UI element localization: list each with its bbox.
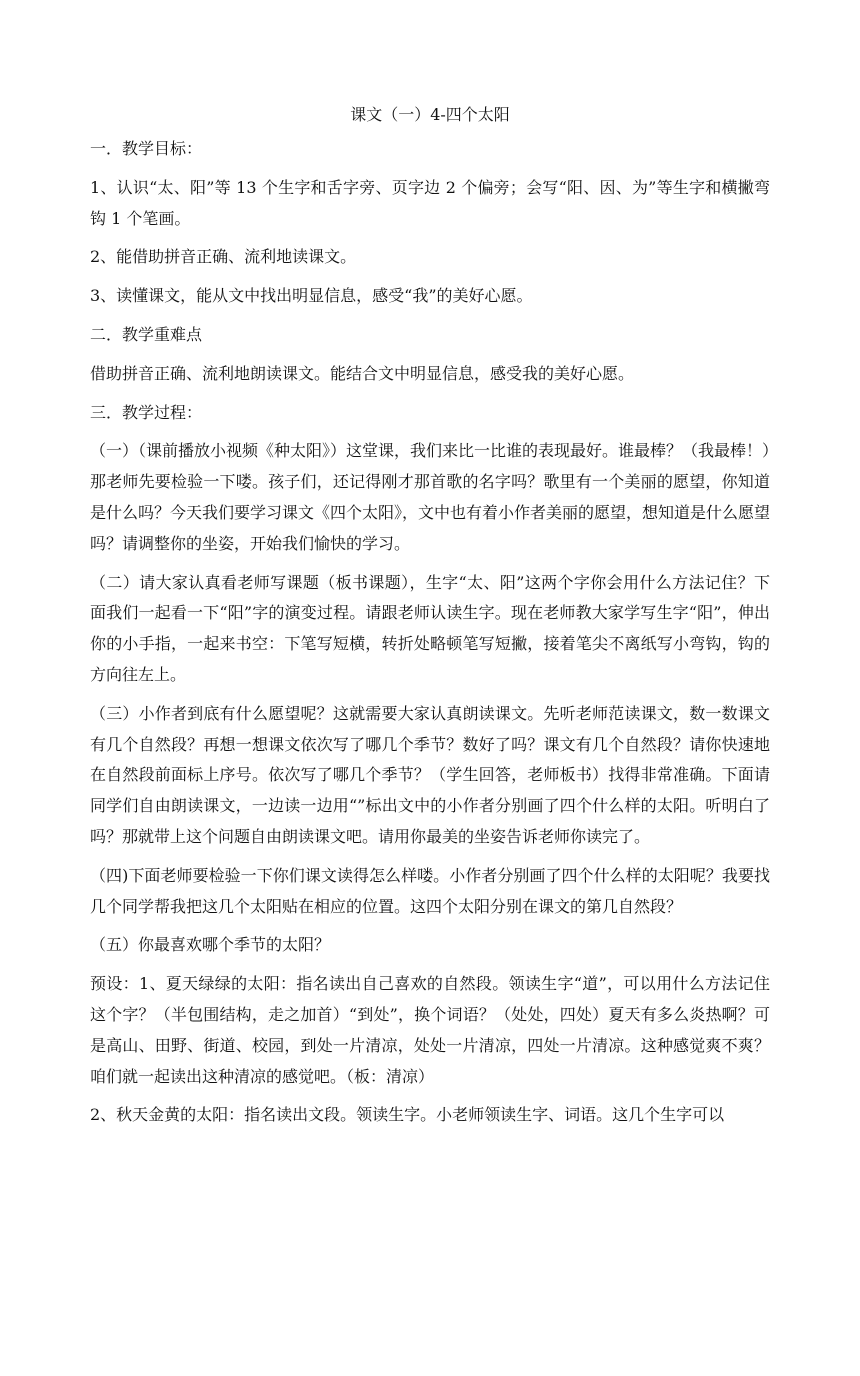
section-heading-teaching-goals: 一．教学目标： — [90, 139, 203, 158]
goal-item-2: 2、能借助拼音正确、流利地读课文。 — [90, 247, 357, 267]
preset-answer-2: 2、秋天金黄的太阳：指名读出文段。领读生字。小老师领读生字、词语。这几个生字可以 — [90, 1105, 725, 1125]
preset-answer-1: 预设：1、夏天绿绿的太阳：指名读出自己喜欢的自然段。领读生字“道”，可以用什么方法记住这个字？（半包围结构，走之加首）“到处”，换个词语？（处处，四处）夏天有多么炎热啊？可是高山、田野、街道、校园，到处一片清凉，处处一片清凉，四处一片清凉。这种感觉爽不爽？咱们就一起读出这种清凉的感觉吧。（板：清凉） — [90, 974, 770, 1086]
key-points-paragraph: 借助拼音正确、流利地朗读课文。能结合文中明显信息，感受我的美好心愿。 — [90, 363, 635, 383]
process-step-2: （二）请大家认真看老师写课题（板书课题），生字“太、阳”这两个字你会用什么方法记住？下面我们一起看一下“阳”字的演变过程。请跟老师认读生字。现在老师教大家学写生字“阳”，伸出你的小手指，一起来书空：下笔写短横，转折处略顿笔写短撇，接着笔尖不离纸写小弯钩，钩的方向往左上。 — [90, 572, 770, 684]
process-step-1: （一）（课前播放小视频《种太阳》）这堂课，我们来比一比谁的表现最好。谁最棒？（我最棒！）那老师先要检验一下喽。孩子们，还记得刚才那首歌的名字吗？歌里有一个美丽的愿望，你知道是什么吗？今天我们要学习课文《四个太阳》，文中也有着小作者美丽的愿望，想知道是什么愿望吗？请调整你的坐姿，开始我们愉快的学习。 — [90, 441, 771, 553]
section-heading-teaching-process: 三．教学过程： — [90, 402, 203, 422]
process-step-3: （三）小作者到底有什么愿望呢？这就需要大家认真朗读课文。先听老师范读课文，数一数课文有几个自然段？再想一想课文依次写了哪几个季节？数好了吗？课文有几个自然段？请你快速地在自然段前面标上序号。依次写了哪几个季节？（学生回答，老师板书）找得非常准确。下面请同学们自由朗读课文，一边读一边用“”标出文中的小作者分别画了四个什么样的太阳。听明白了吗？那就带上这个问题自由朗读课文吧。请用你最美的坐姿告诉老师你读完了。 — [90, 703, 770, 846]
goal-item-3: 3、读懂课文，能从文中找出明显信息，感受“我”的美好心愿。 — [90, 286, 533, 306]
document-body — [90, 100, 770, 1139]
goal-item-1: 1、认识“太、阳”等 13 个生字和舌字旁、页字边 2 个偏旁；会写“阳、因、为”等生字和横撇弯钩 1 个笔画。 — [90, 177, 770, 228]
process-step-5: （五）你最喜欢哪个季节的太阳？ — [90, 935, 331, 955]
section-heading-key-points: 二．教学重难点 — [90, 324, 203, 344]
process-step-4: （四)下面老师要检验一下你们课文读得怎么样喽。小作者分别画了四个什么样的太阳呢？我要找几个同学帮我把这几个太阳贴在相应的位置。这四个太阳分别在课文的第几自然段？ — [90, 865, 770, 916]
document-title: 课文（一）4-四个太阳 — [350, 105, 510, 124]
